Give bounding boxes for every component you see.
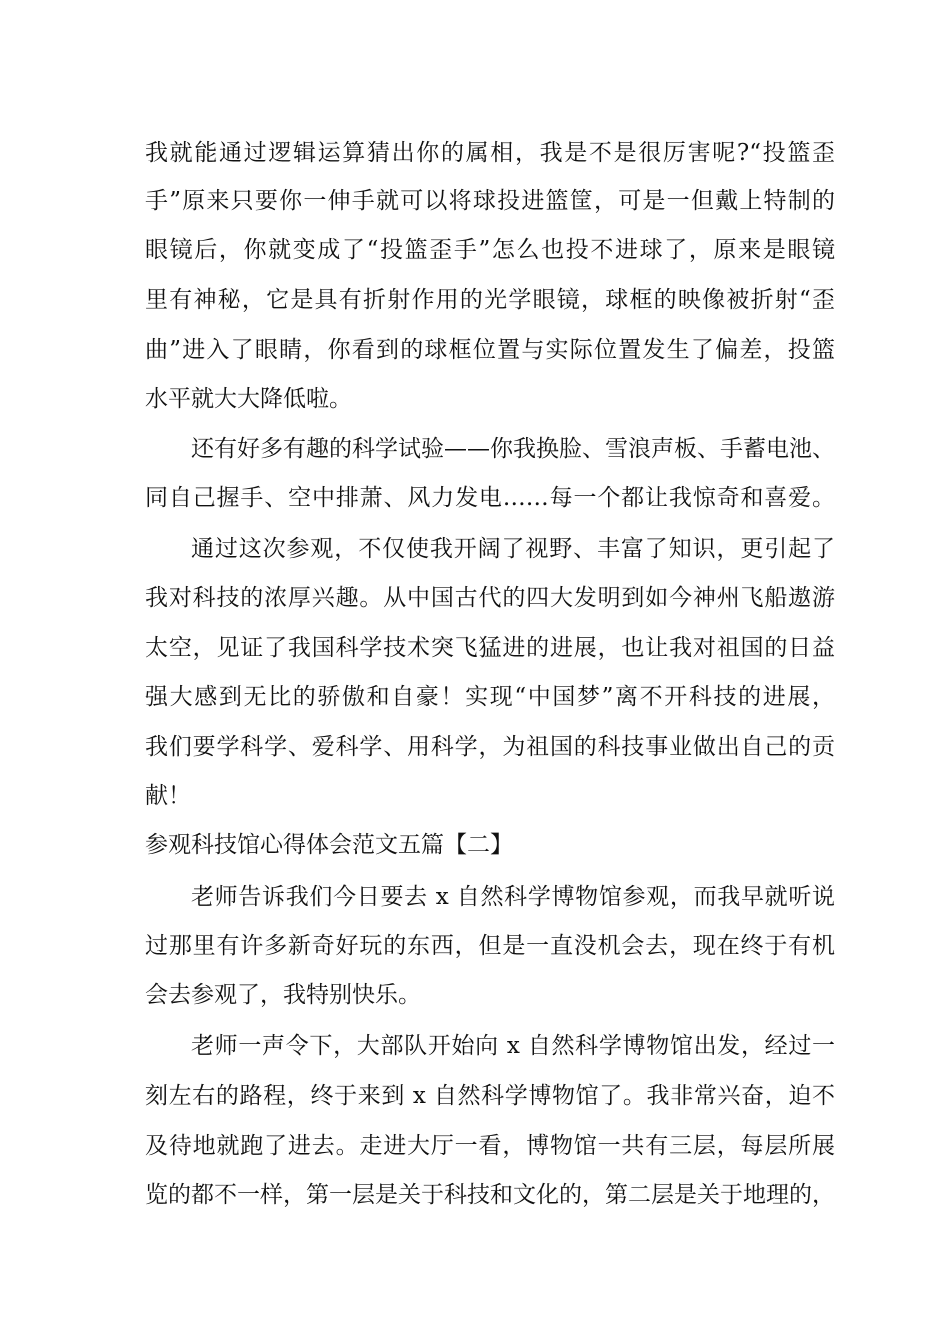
text-line: 曲”进入了眼睛，你看到的球框位置与实际位置发生了偏差，投篮: [145, 337, 835, 363]
text-line: 同自己握手、空中排萧、风力发电……每一个都让我惊奇和喜爱。: [145, 485, 835, 511]
text-line: 我们要学科学、爱科学、用科学，为祖国的科技事业做出自己的贡: [145, 734, 835, 760]
text-line: 眼镜后，你就变成了“投篮歪手”怎么也投不进球了，原来是眼镜: [145, 237, 835, 263]
text-line: 献！: [145, 783, 191, 809]
paragraph-first-line: 还有好多有趣的科学试验——你我换脸、雪浪声板、手蓄电池、: [191, 436, 835, 462]
text-line: 及待地就跑了进去。走进大厅一看，博物馆一共有三层，每层所展: [145, 1133, 835, 1159]
text-line: 手”原来只要你一伸手就可以将球投进篮筐，可是一但戴上特制的: [145, 188, 835, 214]
text-line: 览的都不一样，第一层是关于科技和文化的，第二层是关于地理的，: [145, 1182, 835, 1208]
paragraph-first-line: 老师一声令下，大部队开始向 x 自然科学博物馆出发，经过一: [191, 1033, 835, 1059]
text-line: 会去参观了，我特别快乐。: [145, 982, 421, 1008]
text-line: 水平就大大降低啦。: [145, 386, 352, 412]
paragraph-first-line: 通过这次参观，不仅使我开阔了视野、丰富了知识，更引起了: [191, 536, 835, 562]
text-line: 我就能通过逻辑运算猜出你的属相，我是不是很厉害呢?“投篮歪: [145, 140, 835, 166]
text-line: 刻左右的路程，终于来到 x 自然科学博物馆了。我非常兴奋，迫不: [145, 1083, 835, 1109]
section-heading: 参观科技馆心得体会范文五篇【二】: [145, 832, 513, 858]
text-line: 过那里有许多新奇好玩的东西，但是一直没机会去，现在终于有机: [145, 933, 835, 959]
paragraph-first-line: 老师告诉我们今日要去 x 自然科学博物馆参观，而我早就听说: [191, 884, 835, 910]
text-line: 我对科技的浓厚兴趣。从中国古代的四大发明到如今神州飞船遨游: [145, 585, 835, 611]
text-line: 里有神秘，它是具有折射作用的光学眼镜，球框的映像被折射“歪: [145, 287, 835, 313]
text-line: 太空，见证了我国科学技术突飞猛进的进展，也让我对祖国的日益: [145, 635, 835, 661]
text-line: 强大感到无比的骄傲和自豪！实现“中国梦”离不开科技的进展，: [145, 684, 835, 710]
